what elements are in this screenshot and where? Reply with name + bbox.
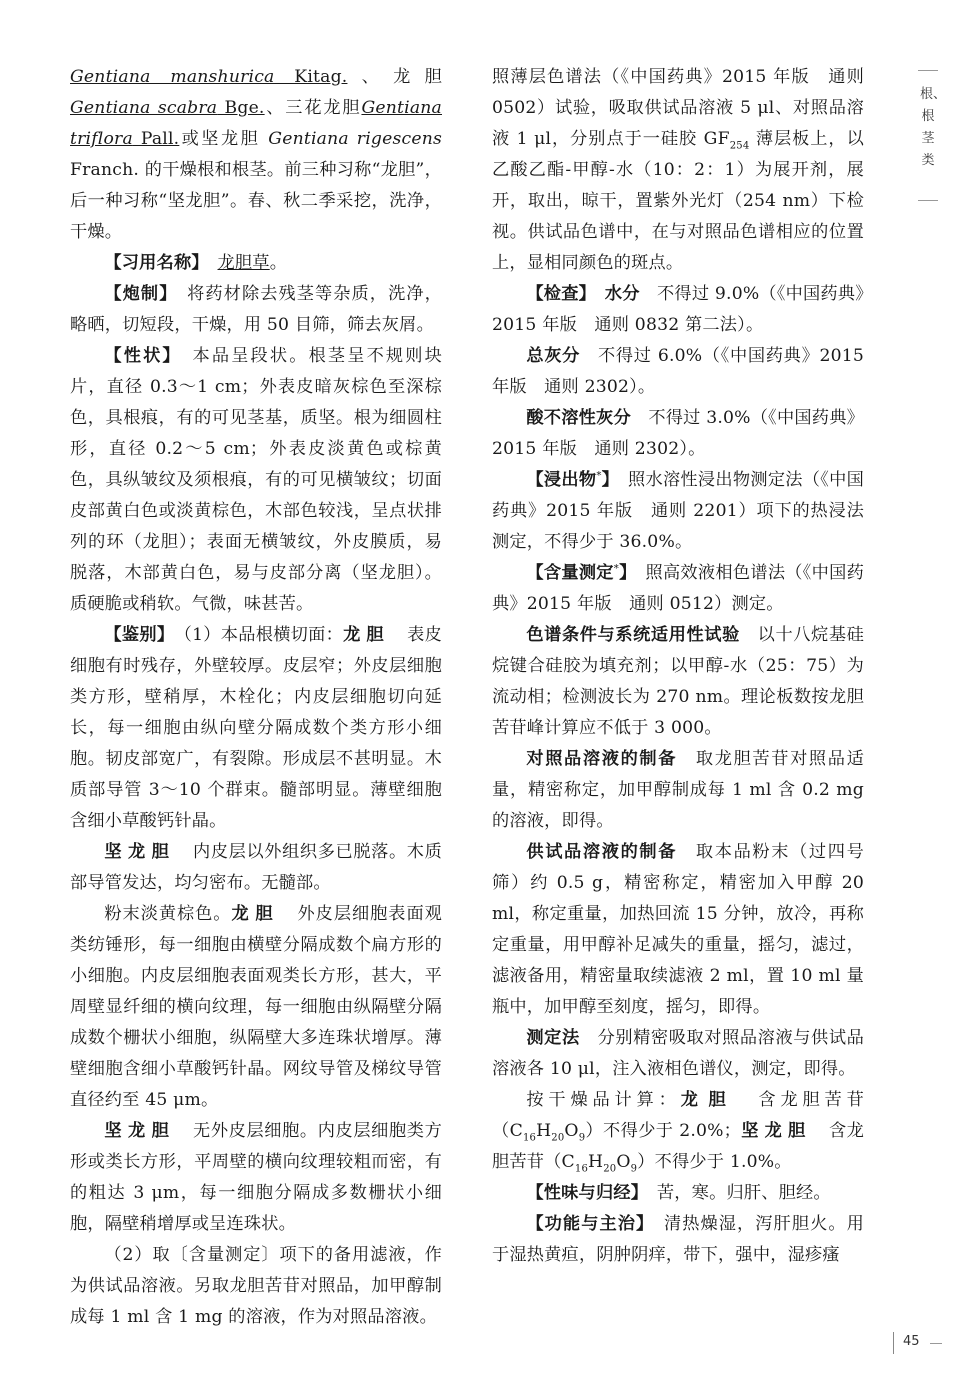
text-span: 照薄层色谱法（《中国药典》2015 年版 通则 0502）试验，吸取供试品溶液 5 μl、对照品溶液 1 μl，分别点于一硅胶 GF [492, 67, 864, 149]
text-span: 薄层板上，以乙酸乙酯-甲醇-水（10：2：1）为展开剂，展开，取出，晾干，置紫外光灯（254 nm）下检视。供试品色谱中，在与对照品色谱相应的位置上，显相同颜色的斑点。 [492, 129, 864, 273]
text-span: 粉末淡黄棕色。 [104, 904, 232, 924]
text-span: ）不得少于 2.0%； [585, 1121, 742, 1141]
text-span: O [564, 1121, 579, 1141]
section-text: 本品呈段状。根茎呈不规则块片，直径 0.3～1 cm；外表皮暗灰棕色至深棕色，具根痕，有的可见茎基，质坚。根为细圆柱形，直径 0.2～5 cm；外表皮淡黄色或棕黄色，具纵皱纹及须根痕，有的可见横皱纹；切面皮部黄白色或淡黄棕色，木部色较浅，呈点状排列的环（龙胆）；表面无横皱纹，外皮膜质，易脱落，木部黄白色，易与皮部分离（坚龙胆）。质硬脆或稍软。气微，味甚苦。 [70, 346, 443, 614]
text-span: 清热燥湿，泻肝胆火。用于湿热黄疸，阴肿阴痒，带下，强中，湿疹瘙 [492, 1214, 865, 1265]
text-span: 不得过 6.0%（《中国药典》2015 年版 通则 2302）。 [492, 346, 865, 397]
herb-label: 坚龙胆 [104, 842, 176, 862]
jinchu-paragraph [492, 465, 864, 558]
section-heading: 【浸出物 [526, 470, 597, 490]
text-span: 或坚龙胆 [179, 129, 269, 149]
section-heading: 【炮制】 [104, 284, 169, 304]
herb-label: 坚龙胆 [104, 1121, 176, 1141]
text-span: 取龙胆苦苷对照品适量，精密称定，加甲醇制成每 1 ml 含 0.2 mg 的溶液，即得。 [492, 749, 864, 831]
section-heading: 【习用名称】 [104, 253, 201, 273]
ganzao-paragraph [492, 1085, 864, 1178]
asterisk: * [613, 563, 619, 575]
page-number-tick [930, 1343, 942, 1344]
author-name: Bge. [217, 98, 265, 118]
text-span: （2）取〔含量测定〕项下的备用滤液，作为供试品溶液。另取龙胆苦苷对照品，加甲醇制成每 1 ml 含 1 mg 的溶液，作为对照品溶液。 [70, 1245, 442, 1327]
xingwei-paragraph [492, 1178, 864, 1209]
item-label: 色谱条件与系统适用性试验 [526, 625, 740, 645]
asterisk: * [596, 470, 602, 482]
text-span: 含龙胆苦苷（C [492, 1090, 864, 1141]
item-label: 总灰分 [526, 346, 581, 366]
text-span: 。 [269, 253, 288, 273]
left-column [70, 62, 442, 1333]
text-span: H [536, 1121, 552, 1141]
herb-label: 坚龙胆 [741, 1121, 812, 1141]
side-tab-label: 根、根茎类 [920, 87, 947, 168]
xiyong-paragraph [70, 248, 442, 279]
herb-label: 龙胆 [231, 904, 280, 924]
text-span: 照高效液相色谱法（《中国药典》2015 年版 通则 0512）测定。 [492, 563, 864, 614]
page-number: 45 [903, 1334, 920, 1349]
latin-name: Gentiana triflora [70, 98, 442, 149]
text-span: 不得过 9.0%（《中国药典》2015 年版 通则 0832 第二法）。 [492, 284, 864, 335]
section-heading: 【检查】 [526, 284, 588, 304]
section-heading: 】 [619, 563, 628, 583]
jianbie-paragraph-1 [70, 620, 442, 837]
section-text: 将药材除去残茎等杂质，洗净，略晒，切短段，干燥，用 50 目筛，筛去灰屑。 [70, 284, 442, 335]
zonghuifen-paragraph [492, 341, 864, 403]
text-span: 内皮层以外组织多已脱落。木质部导管发达，均匀密布。无髓部。 [70, 842, 442, 893]
item-label: 测定法 [526, 1028, 580, 1048]
text-span: 苦，寒。归肝、胆经。 [656, 1183, 831, 1203]
text-span: 按干燥品计算： [526, 1090, 681, 1110]
item-label: 酸不溶性灰分 [526, 408, 631, 428]
subscript: 16 [522, 1132, 537, 1144]
author-name: Kitag. [274, 67, 348, 87]
text-span: 表皮细胞有时残存，外壁较厚。皮层窄；外皮层细胞类方形，壁稍厚，木栓化；内皮层细胞切向延长，每一细胞由纵向壁分隔成数个类方形小细胞。韧皮部宽广，有裂隙。形成层不甚明显。木质部导管 3～10 个群束。髓部明显。薄壁细胞含细小草酸钙针晶。 [70, 625, 443, 831]
text-span: 不得过 3.0%（《中国药典》2015 年版 通则 2302）。 [492, 408, 865, 459]
ceding-paragraph [492, 1023, 864, 1085]
text-span: 、龙胆 [347, 67, 442, 87]
paozhi-paragraph [70, 279, 442, 341]
suanbu-paragraph [492, 403, 864, 465]
duizhao-paragraph [492, 744, 864, 837]
side-tab-bottom-rule [918, 200, 938, 201]
section-heading: 【含量测定 [526, 563, 614, 583]
common-name: 龙胆草 [217, 253, 270, 273]
jian-paragraph-2 [70, 1116, 442, 1240]
herb-label: 龙胆 [343, 625, 390, 645]
side-tab-top-rule [918, 70, 938, 71]
xingzhuang-paragraph [70, 341, 442, 620]
text-span: 、三花龙胆 [264, 98, 362, 118]
text-span: ）不得少于 1.0%。 [637, 1152, 792, 1172]
herb-label: 龙胆 [680, 1090, 737, 1110]
text-span: 含龙胆苦苷（C [492, 1121, 864, 1172]
right-column [492, 62, 864, 1271]
latin-name: Gentiana scabra [70, 98, 218, 118]
subscript: 20 [551, 1132, 565, 1144]
text-span: 取本品粉末（过四号筛）约 0.5 g，精密称定，精密加入甲醇 20 ml，称定重量，加热回流 15 分钟，放冷，再称定重量，用甲醇补足减失的重量，摇匀，滤过，滤液备用，精密量取续滤液 2 ml，置 10 ml 量瓶中，加甲醇至刻度，摇匀，即得。 [492, 842, 864, 1017]
section-heading: 【性状】 [104, 346, 174, 366]
jiancha-paragraph [492, 279, 864, 341]
author-name: Pall. [132, 129, 180, 149]
text-span: H [588, 1152, 604, 1172]
section-heading: 【性味与归经】 [526, 1183, 640, 1203]
page-number-rule [893, 1332, 894, 1354]
jian-paragraph-1 [70, 837, 442, 899]
subscript: 20 [603, 1163, 617, 1175]
text-span: 外皮层细胞表面观类纺锤形，每一细胞由横壁分隔成数个扁方形的小细胞。内皮层细胞表面观类长方形，甚大，平周壁显纤细的横向纹理，每一细胞由纵隔壁分隔成数个栅状小细胞，纵隔壁大多连珠状增厚。薄壁细胞含细小草酸钙针晶。网纹导管及梯纹导管直径约至 45 μm。 [70, 904, 442, 1110]
section-heading: 】 [601, 470, 611, 490]
item-label: 水分 [604, 284, 640, 304]
item-label: 对照品溶液的制备 [526, 749, 678, 769]
section-heading: 【鉴别】 [104, 625, 166, 645]
text-span: （1）本品根横切面： [183, 625, 344, 645]
sepu-paragraph [492, 620, 864, 744]
fenmo-paragraph [70, 899, 442, 1116]
latin-name: Gentiana manshurica [70, 67, 275, 87]
text-span: Franch. 的干燥根和根茎。前三种习称“龙胆”，后一种习称“坚龙胆”。春、秋二季采挖，洗净，干燥。 [70, 160, 442, 242]
subscript: 9 [630, 1163, 638, 1175]
item-label: 供试品溶液的制备 [526, 842, 678, 862]
text-span: 照水溶性浸出物测定法（《中国药典》2015 年版 通则 2201）项下的热浸法测定，不得少于 36.0%。 [492, 470, 864, 552]
text-span: 无外皮层细胞。内皮层细胞类方形或类长方形，平周壁的横向纹理较粗而密，有的粗达 3 μm，每一细胞分隔成多数栅状小细胞，隔壁稍增厚或呈连珠状。 [70, 1121, 442, 1234]
text-span: 以十八烷基硅烷键合硅胶为填充剂；以甲醇-水（25：75）为流动相；检测波长为 270 nm。理论板数按龙胆苦苷峰计算应不低于 3 000。 [492, 625, 865, 738]
subscript: 9 [578, 1132, 586, 1144]
subscript: 16 [574, 1163, 589, 1175]
latin-name: Gentiana rigescens [268, 129, 442, 149]
text-span: 分别精密吸取对照品溶液与供试品溶液各 10 μl，注入液相色谱仪，测定，即得。 [492, 1028, 864, 1079]
hanliang-paragraph [492, 558, 864, 620]
section-heading: 【功能与主治】 [526, 1214, 646, 1234]
gongshi-paragraph [492, 837, 864, 1023]
subscript: 254 [729, 140, 750, 152]
intro-paragraph [70, 62, 442, 248]
text-span: O [616, 1152, 631, 1172]
jianbie-paragraph-2 [70, 1240, 442, 1333]
tlc-paragraph [492, 62, 864, 279]
gongneng-paragraph [492, 1209, 864, 1271]
